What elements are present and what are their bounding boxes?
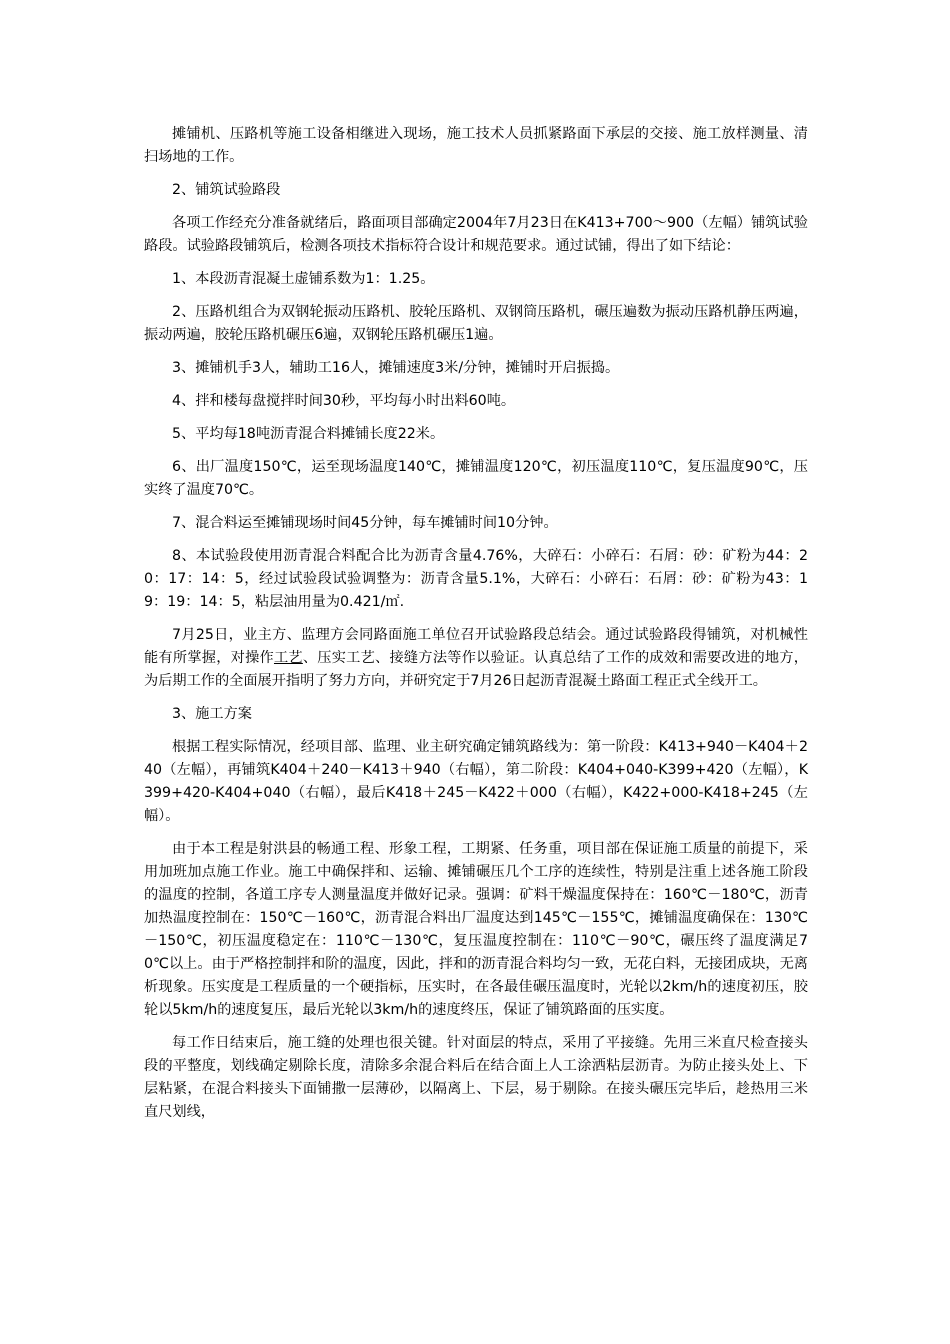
conclusion-item-2: 2、压路机组合为双钢轮振动压路机、胶轮压路机、双钢筒压路机，碾压遍数为振动压路机静压两遍，振动两遍，胶轮压路机碾压6遍，双钢轮压路机碾压1遍。 bbox=[144, 304, 808, 343]
conclusion-item-1: 1、本段沥青混凝土虚铺系数为1：1.25。 bbox=[172, 271, 435, 287]
paragraph-paving-route: 根据工程实际情况，经项目部、监理、业主研究确定铺筑路线为：第一阶段：K413+940－K404＋240（左幅），再铺筑K404＋240－K413＋940（右幅），第二阶段：K404+040-K399+420（左幅），K399+420-K404+040（右幅），最后K418＋245－K422＋000（右幅），K422+000-K418+245（左幅）。 bbox=[144, 739, 808, 824]
paragraph-summary-meeting bbox=[144, 624, 808, 693]
heading-trial-section: 2、铺筑试验路段 bbox=[172, 182, 281, 198]
conclusion-item-5: 5、平均每18吨沥青混合料摊铺长度22米。 bbox=[172, 426, 445, 442]
document-body bbox=[144, 123, 808, 1134]
conclusion-item-7: 7、混合料运至摊铺现场时间45分钟，每车摊铺时间10分钟。 bbox=[172, 515, 558, 531]
heading-construction-plan: 3、施工方案 bbox=[172, 706, 252, 722]
conclusion-item-8: 8、本试验段使用沥青混合料配合比为沥青含量4.76%，大碎石：小碎石：石屑：砂：矿粉为44：20：17：14：5，经过试验段试验调整为：沥青含量5.1%，大碎石：小碎石：石屑：砂：矿粉为43：19：19：14：5，粘层油用量为0.421/㎡. bbox=[144, 548, 808, 610]
conclusion-item-4: 4、拌和楼每盘搅拌时间30秒，平均每小时出料60吨。 bbox=[172, 393, 516, 409]
conclusion-item-6: 6、出厂温度150℃，运至现场温度140℃，摊铺温度120℃，初压温度110℃，复压温度90℃，压实终了温度70℃。 bbox=[144, 459, 808, 498]
meeting-text-after: 、压实工艺、接缝方法等作以验证。认真总结了工作的成效和需要改进的地方，为后期工作的全面展开指明了努力方向，并研究定于7月26日起沥青混凝土路面工程正式全线开工。 bbox=[144, 650, 808, 689]
paragraph-trial-intro: 各项工作经充分准备就绪后，路面项目部确定2004年7月23日在K413+700～900（左幅）铺筑试验路段。试验路段铺筑后，检测各项技术指标符合设计和规范要求。通过试铺，得出了如下结论： bbox=[144, 215, 808, 254]
process-underlined-text: 工艺 bbox=[273, 650, 303, 666]
paragraph-construction-joint: 每工作日结束后，施工缝的处理也很关键。针对面层的特点，采用了平接缝。先用三米直尺检查接头段的平整度，划线确定剔除长度，清除多余混合料后在结合面上人工涂洒粘层沥青。为防止接头处上、下层粘紧，在混合料接头下面铺撒一层薄砂，以隔离上、下层，易于剔除。在接头碾压完毕后，趁热用三米直尺划线， bbox=[144, 1035, 808, 1120]
meeting-text-before: 7月25日，业主方、监理方会同路面施工单位召开试验路段总结会。通过试验路段得铺筑，对机械性能有所掌握，对操作 bbox=[144, 627, 808, 666]
conclusion-item-3: 3、摊铺机手3人，辅助工16人，摊铺速度3米/分钟，摊铺时开启振捣。 bbox=[172, 360, 620, 376]
paragraph-equipment-entry: 摊铺机、压路机等施工设备相继进入现场，施工技术人员抓紧路面下承层的交接、施工放样测量、清扫场地的工作。 bbox=[144, 126, 808, 165]
paragraph-temperature-control: 由于本工程是射洪县的畅通工程、形象工程，工期紧、任务重，项目部在保证施工质量的前提下，采用加班加点施工作业。施工中确保拌和、运输、摊铺碾压几个工序的连续性，特别是注重上述各施工阶段的温度的控制，各道工序专人测量温度并做好记录。强调：矿料干燥温度保持在：160℃－180℃，沥青加热温度控制在：150℃－160℃，沥青混合料出厂温度达到145℃－155℃，摊铺温度确保在：130℃－150℃，初压温度稳定在：110℃－130℃，复压温度控制在：110℃－90℃，碾压终了温度满足70℃以上。由于严格控制拌和阶的温度，因此，拌和的沥青混合料均匀一致，无花白料，无接团成块，无离析现象。压实度是工程质量的一个硬指标，压实时，在各最佳碾压温度时，光轮以2km/h的速度初压，胶轮以5km/h的速度复压，最后光轮以3km/h的速度终压，保证了铺筑路面的压实度。 bbox=[144, 841, 808, 1018]
